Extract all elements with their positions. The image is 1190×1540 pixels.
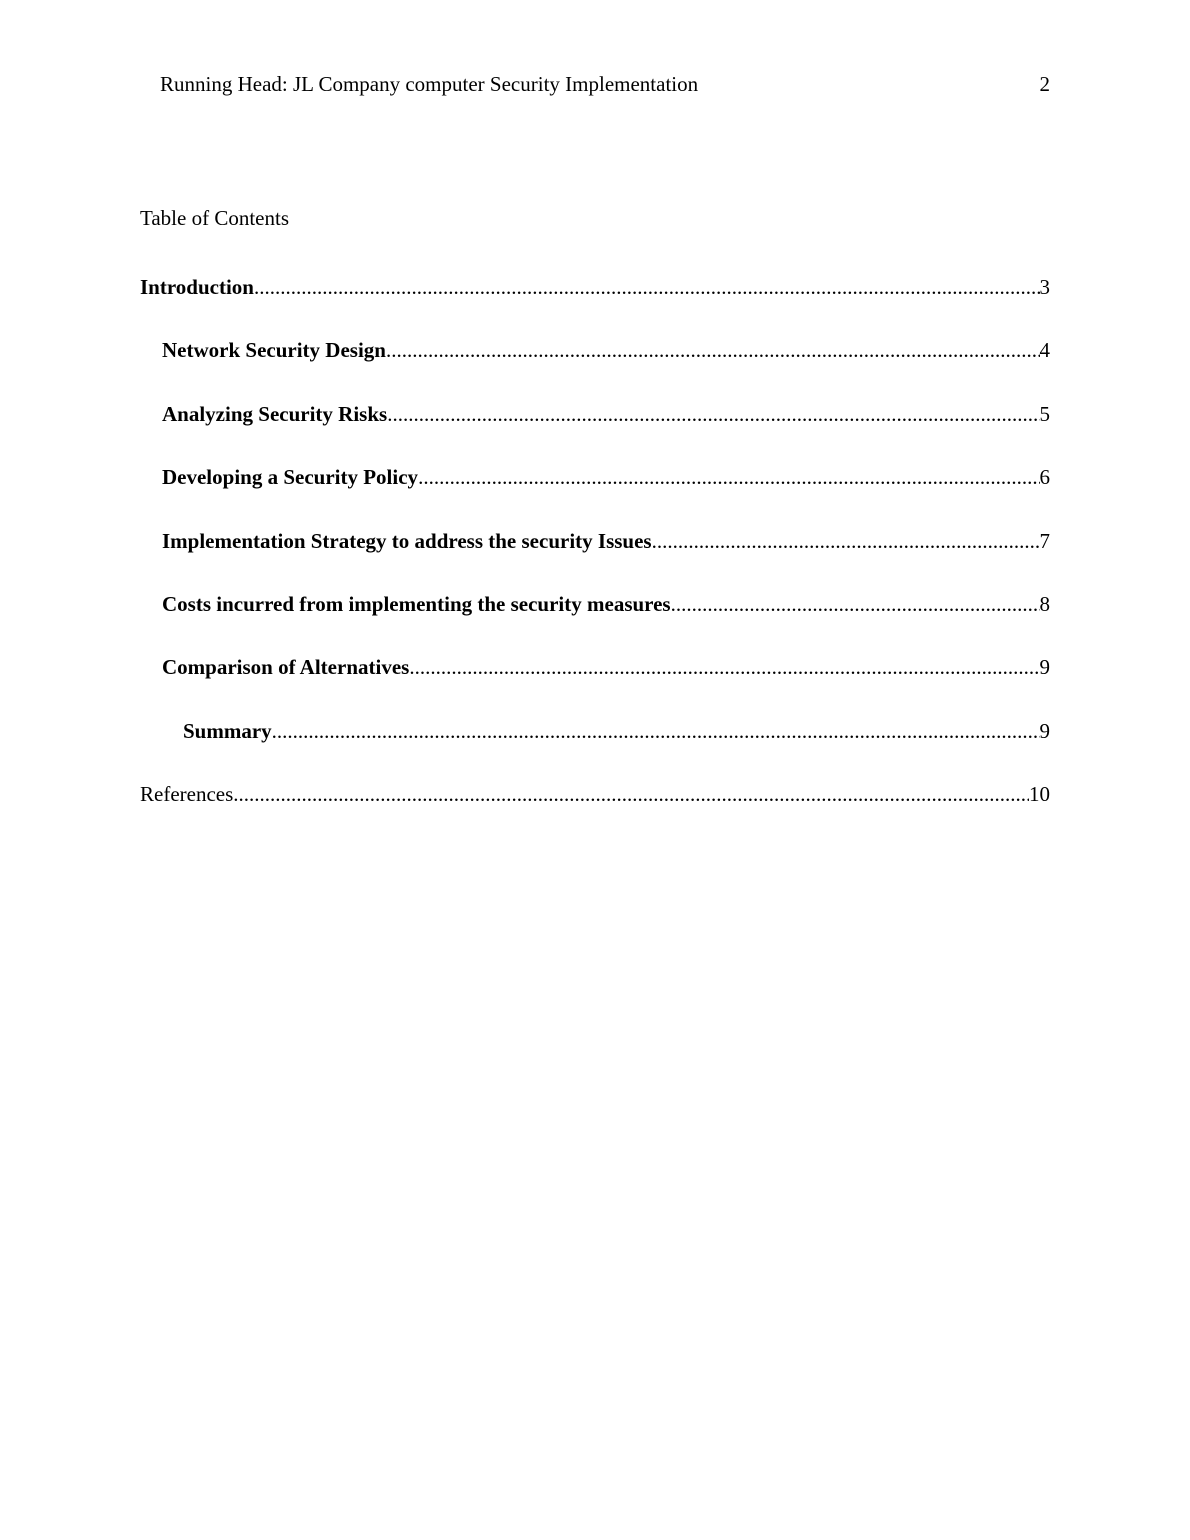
toc-entry-page: 9 <box>1039 655 1050 680</box>
table-of-contents <box>140 273 1050 844</box>
running-head: Running Head: JL Company computer Security Implementation <box>160 72 699 96</box>
toc-entry-developing-security-policy[interactable] <box>140 463 1050 526</box>
toc-entry-implementation-strategy[interactable] <box>140 527 1050 590</box>
toc-entry-label: Network Security Design <box>162 338 386 363</box>
dot-leader <box>387 400 1039 428</box>
dot-leader <box>418 463 1039 491</box>
toc-entry-introduction[interactable] <box>140 273 1050 336</box>
toc-entry-label: Comparison of Alternatives <box>162 655 410 680</box>
dot-leader <box>652 527 1040 555</box>
dot-leader <box>409 653 1039 681</box>
toc-entry-page: 7 <box>1039 528 1050 553</box>
toc-entry-page: 10 <box>1029 782 1050 807</box>
dot-leader <box>233 780 1029 808</box>
toc-entry-page: 3 <box>1039 275 1050 299</box>
dot-leader <box>254 273 1040 301</box>
toc-entry-page: 8 <box>1039 591 1050 616</box>
toc-entry-analyzing-security-risks[interactable] <box>140 400 1050 463</box>
toc-entry-label: References <box>140 782 234 807</box>
toc-entry-page: 6 <box>1039 465 1050 490</box>
toc-entry-label: Developing a Security Policy <box>162 465 419 490</box>
dot-leader <box>272 717 1040 745</box>
toc-entry-label: Introduction <box>140 275 254 299</box>
toc-entry-page: 9 <box>1039 718 1050 743</box>
dot-leader <box>386 336 1040 364</box>
dot-leader <box>671 590 1040 618</box>
toc-entry-label: Implementation Strategy to address the security Issues <box>162 528 652 553</box>
page-number: 2 <box>1039 72 1050 96</box>
toc-entry-label: Costs incurred from implementing the security measures <box>162 591 671 616</box>
toc-entry-summary[interactable] <box>140 717 1050 780</box>
toc-entry-comparison-of-alternatives[interactable] <box>140 653 1050 716</box>
toc-entry-label: Summary <box>183 718 272 743</box>
toc-entry-label: Analyzing Security Risks <box>162 401 388 426</box>
toc-entry-page: 4 <box>1039 338 1050 363</box>
toc-entry-references[interactable] <box>140 780 1050 843</box>
toc-entry-network-security-design[interactable] <box>140 336 1050 399</box>
toc-entry-page: 5 <box>1039 401 1050 426</box>
toc-entry-costs-incurred[interactable] <box>140 590 1050 653</box>
toc-title: Table of Contents <box>140 206 289 230</box>
